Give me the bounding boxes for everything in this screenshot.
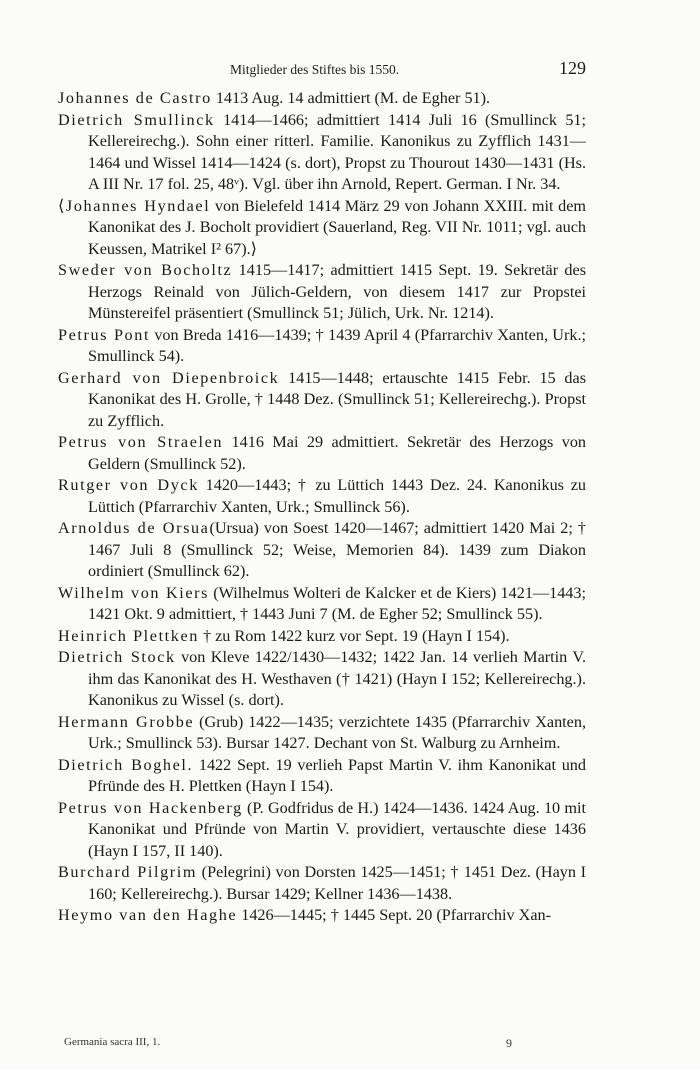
entry-name: Rutger von Dyck (58, 476, 199, 494)
entry-text: 1414—1466; admittiert 1414 Juli 16 (Smullinck 51; Kellereirechg.). Sohn einer ritterl. Familie. Kanonikus zu Zyfflich 1431—1464 und Wissel 1414—1424 (s. dort), Propst zu Thourout 1430—1431 (Hs. A III Nr. 17 fol. 25, 48ᵛ). Vgl. über ihn Arnold, Repert. German. I Nr. 34. (88, 110, 587, 193)
entry-text: von Breda 1416—1439; † 1439 April 4 (Pfarrarchiv Xanten, Urk.; Smullinck 54). (88, 325, 586, 365)
list-item (58, 647, 586, 712)
entry-text: 1413 Aug. 14 admittiert (M. de Egher 51). (211, 89, 491, 107)
list-item (58, 755, 586, 798)
running-title: Mitglieder des Stiftes bis 1550. (230, 62, 400, 77)
list-item (58, 905, 586, 927)
list-item (58, 368, 586, 433)
sheet-signature: Germania sacra III, 1. (64, 1036, 161, 1048)
entry-name: Heymo van den Haghe (58, 906, 238, 924)
entry-text: 1415—1417; admittiert 1415 Sept. 19. Sekretär des Herzogs Reinald von Jülich-Geldern, von diesem 1417 zur Propstei Münstereifel präsentiert (Smullinck 51; Jülich, Urk. Nr. 1214). (88, 261, 586, 322)
entry-text: (Grub) 1422—1435; verzichtete 1435 (Pfarrarchiv Xanten, Urk.; Smullinck 53). Bursar 1427. Dechant von St. Walburg zu Arnheim. (88, 712, 586, 752)
entry-name: Dietrich Smullinck (58, 110, 215, 129)
entry-name: Heinrich Plettken (58, 626, 199, 645)
list-item (58, 712, 586, 755)
entry-name: Petrus Pont (58, 325, 151, 344)
entry-name: Sweder von Bocholtz (58, 261, 233, 279)
entry-name: Arnoldus de Orsua (58, 519, 210, 537)
entry-name: Wilhelm von Kiers (58, 583, 210, 602)
list-item (58, 325, 586, 368)
list-item (58, 432, 586, 475)
entry-name: ⟨Johannes Hyndael (58, 196, 211, 215)
entry-text: 1422 Sept. 19 verlieh Papst Martin V. ihm Kanonikat und Pfründe des H. Plettken (Hayn I 154). (88, 755, 586, 795)
entry-name: Dietrich Boghel. (58, 755, 194, 774)
list-item (58, 260, 586, 325)
page-number: 129 (559, 58, 586, 78)
entry-name: Dietrich Stock (58, 648, 176, 666)
list-item (58, 862, 586, 905)
entry-name: Gerhard von Diepenbroick (58, 368, 280, 387)
entry-text: von Bielefeld 1414 März 29 von Johann XXIII. mit dem Kanonikat des J. Bocholt providiert (Sauerland, Reg. VII Nr. 1011; vgl. auch Keussen, Matrikel I² 67).⟩ (88, 196, 586, 258)
list-item (58, 626, 586, 648)
entry-list (58, 88, 586, 927)
entry-text: † zu Rom 1422 kurz vor Sept. 19 (Hayn I 154). (198, 626, 510, 645)
entry-text: (Wilhelmus Wolteri de Kalcker et de Kiers) 1421—1443; 1421 Okt. 9 admittiert, † 1443 Juni 7 (M. de Egher 52; Smullinck 55). (88, 583, 586, 623)
entry-text: (Pelegrini) von Dorsten 1425—1451; † 1451 Dez. (Hayn I 160; Kellereirechg.). Bursar 1429; Kellner 1436—1438. (88, 863, 587, 903)
list-item (58, 88, 586, 110)
entry-text: 1415—1448; ertauschte 1415 Febr. 15 das Kanonikat des H. Grolle, † 1448 Dez. (Smullinck 51; Kellereirechg.). Propst zu Zyfflich. (88, 368, 587, 430)
entry-text: 1420—1443; † zu Lüttich 1443 Dez. 24. Kanonikus zu Lüttich (Pfarrarchiv Xanten, Urk.; Smullinck 56). (88, 476, 586, 516)
entry-text: 1416 Mai 29 admittiert. Sekretär des Herzogs von Geldern (Smullinck 52). (88, 433, 587, 473)
entry-name: Petrus von Straelen (58, 433, 224, 451)
entry-name: Johannes de Castro (58, 89, 212, 107)
list-item (58, 798, 586, 863)
list-item (58, 583, 586, 626)
entry-text: (P. Godfridus de H.) 1424—1436. 1424 Aug. 10 mit Kanonikat und Pfründe von Martin V. providiert, vertauschte diese 1436 (Hayn I 157, II 140). (88, 798, 586, 860)
entry-text: von Kleve 1422/1430—1432; 1422 Jan. 14 verlieh Martin V. ihm das Kanonikat des H. Westhaven († 1421) (Hayn I 152; Kellereirechg.). Kanonikus zu Wissel (s. dort). (88, 648, 586, 709)
entry-text: (Ursua) von Soest 1420—1467; admittiert 1420 Mai 2; † 1467 Juli 8 (Smullinck 52; Weise, Memorien 84). 1439 zum Diakon ordiniert (Smullinck 62). (88, 519, 586, 580)
entry-text: 1426—1445; † 1445 Sept. 20 (Pfarrarchiv Xan- (237, 906, 551, 924)
list-item (58, 110, 586, 196)
list-item (58, 475, 586, 518)
sheet-number: 9 (506, 1036, 512, 1050)
list-item (58, 518, 586, 583)
running-head (58, 58, 586, 88)
page (58, 58, 586, 927)
entry-name: Burchard Pilgrim (58, 863, 198, 881)
list-item (58, 196, 586, 261)
entry-name: Petrus von Hackenberg (58, 798, 243, 817)
entry-name: Hermann Grobbe (58, 712, 195, 731)
